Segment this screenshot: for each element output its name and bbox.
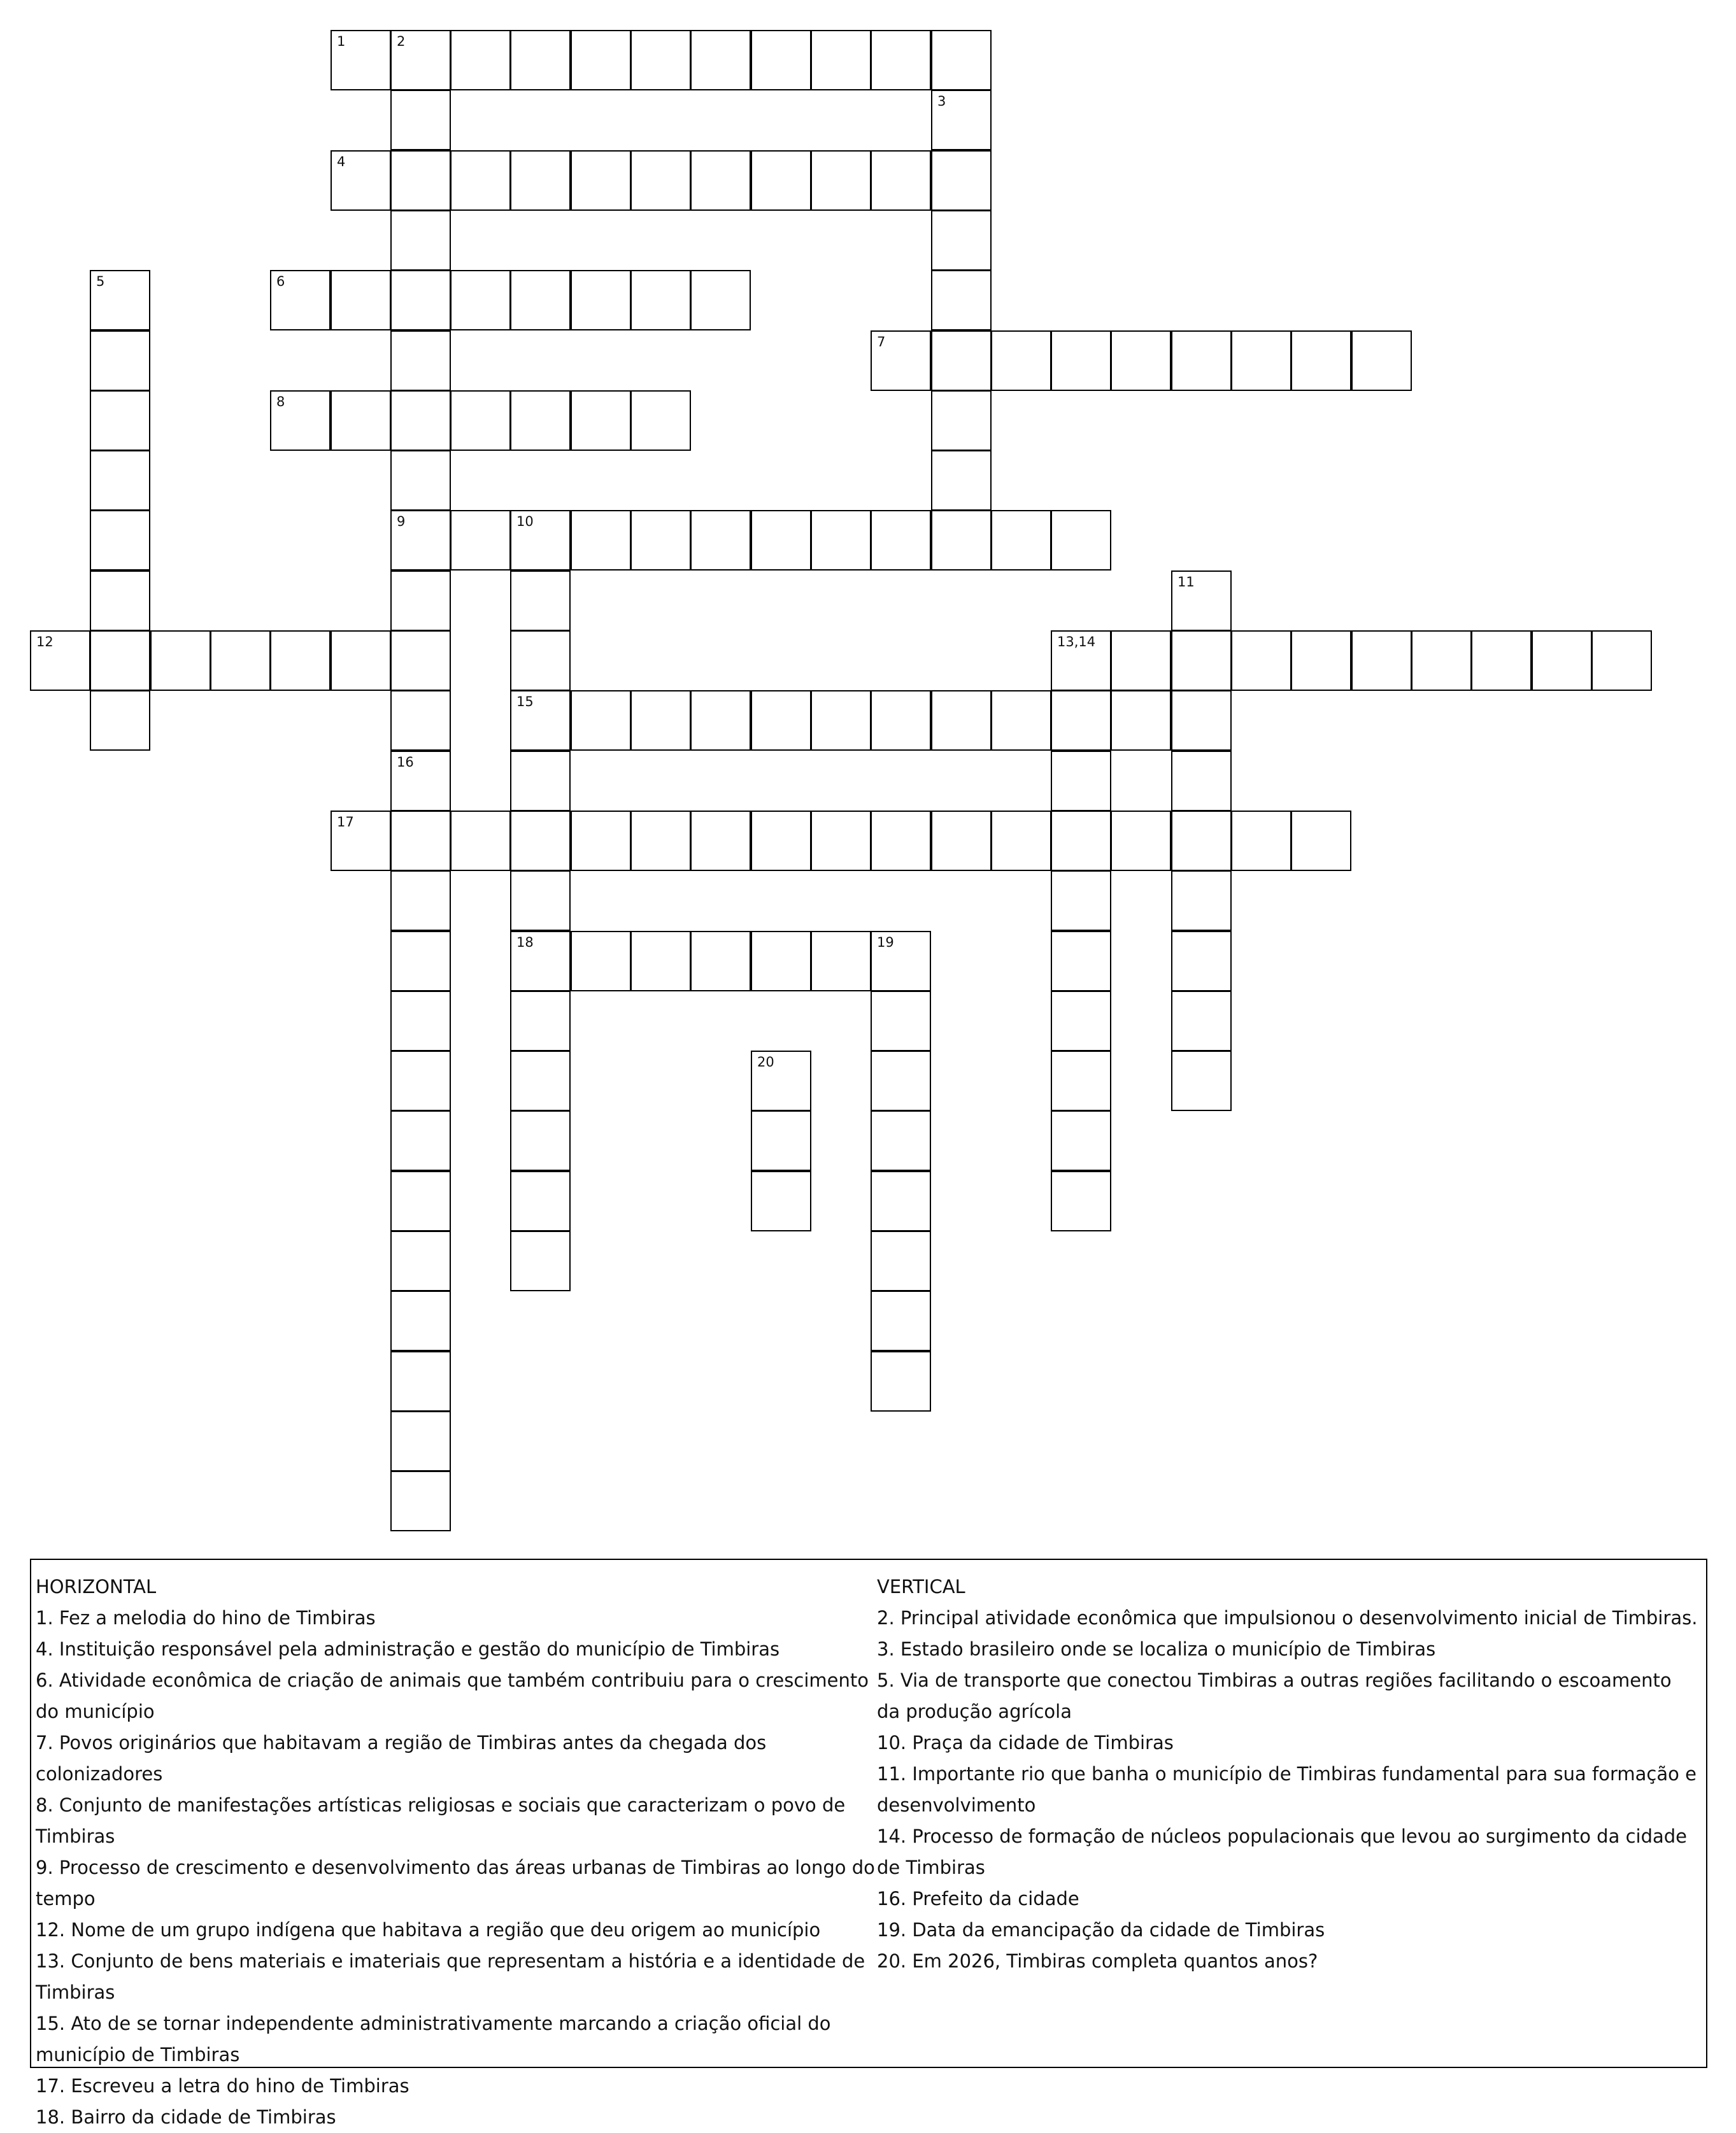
grid-cell[interactable]	[571, 811, 631, 871]
clue-number: 5	[96, 274, 105, 289]
grid-cell[interactable]	[690, 690, 751, 751]
grid-cell[interactable]	[630, 270, 691, 330]
grid-cell[interactable]	[571, 150, 631, 211]
grid-cell[interactable]	[1171, 630, 1232, 691]
grid-cell[interactable]	[1051, 1110, 1111, 1171]
grid-cell[interactable]	[690, 150, 751, 211]
grid-cell[interactable]	[1051, 870, 1111, 931]
clue-h-15: 15. Ato de se tornar independente administrativamente marcando a criação oficial do município de Timbiras	[36, 2013, 831, 2066]
grid-cell[interactable]	[1111, 330, 1171, 391]
grid-cell[interactable]	[690, 30, 751, 90]
grid-cell[interactable]	[150, 630, 211, 691]
grid-cell[interactable]	[510, 270, 571, 330]
clue-h-9: 9. Processo de crescimento e desenvolvimento das áreas urbanas de Timbiras ao longo do tempo	[36, 1857, 875, 1910]
grid-cell[interactable]	[931, 90, 992, 150]
clue-number: 20	[757, 1054, 774, 1070]
grid-cell[interactable]	[450, 510, 511, 570]
grid-cell[interactable]	[751, 690, 811, 751]
grid-cell[interactable]	[331, 150, 391, 211]
grid-cell[interactable]	[1231, 811, 1291, 871]
grid-cell[interactable]	[390, 991, 451, 1051]
grid-cell[interactable]	[571, 30, 631, 90]
grid-cell[interactable]	[390, 330, 451, 391]
grid-cell[interactable]	[90, 270, 150, 330]
grid-cell[interactable]	[510, 1171, 571, 1231]
grid-cell[interactable]	[751, 30, 811, 90]
grid-cell[interactable]	[90, 390, 150, 451]
clue-number: 1	[337, 34, 346, 49]
grid-cell[interactable]	[1051, 1171, 1111, 1231]
grid-cell[interactable]	[390, 630, 451, 691]
grid-cell[interactable]	[331, 30, 391, 90]
grid-cell[interactable]	[630, 30, 691, 90]
grid-cell[interactable]	[390, 90, 451, 150]
grid-cell[interactable]	[751, 931, 811, 991]
grid-cell[interactable]	[630, 931, 691, 991]
grid-cell[interactable]	[871, 1171, 931, 1231]
grid-cell[interactable]	[510, 630, 571, 691]
clue-v-19: 19. Data da emancipação da cidade de Timbiras	[877, 1919, 1325, 1941]
clue-number: 18	[516, 935, 534, 950]
grid-cell[interactable]	[90, 630, 150, 691]
grid-cell[interactable]	[331, 811, 391, 871]
grid-cell[interactable]	[390, 210, 451, 271]
grid-cell[interactable]	[510, 390, 571, 451]
grid-cell[interactable]	[811, 150, 871, 211]
clue-h-18: 18. Bairro da cidade de Timbiras	[36, 2106, 336, 2128]
clue-v-11: 11. Importante rio que banha o município de Timbiras fundamental para sua formação e desenvolvimento	[877, 1763, 1697, 1816]
grid-cell[interactable]	[270, 270, 331, 330]
grid-cell[interactable]	[991, 811, 1051, 871]
grid-cell[interactable]	[931, 450, 992, 511]
grid-cell[interactable]	[390, 1411, 451, 1471]
grid-cell[interactable]	[630, 510, 691, 570]
grid-cell[interactable]	[991, 690, 1051, 751]
clue-number: 6	[276, 274, 285, 289]
grid-cell[interactable]	[871, 30, 931, 90]
grid-cell[interactable]	[1351, 630, 1412, 691]
grid-cell[interactable]	[510, 30, 571, 90]
grid-cell[interactable]	[90, 510, 150, 570]
clue-v-10: 10. Praça da cidade de Timbiras	[877, 1732, 1174, 1754]
grid-cell[interactable]	[390, 510, 451, 570]
clue-v-5: 5. Via de transporte que conectou Timbiras a outras regiões facilitando o escoamento da produção agrícola	[877, 1669, 1672, 1722]
grid-cell[interactable]	[931, 690, 992, 751]
grid-cell[interactable]	[871, 991, 931, 1051]
grid-cell[interactable]	[390, 1471, 451, 1531]
grid-cell[interactable]	[871, 811, 931, 871]
grid-cell[interactable]	[90, 450, 150, 511]
grid-cell[interactable]	[1051, 330, 1111, 391]
grid-cell[interactable]	[1051, 690, 1111, 751]
grid-cell[interactable]	[1051, 811, 1111, 871]
grid-cell[interactable]	[1591, 630, 1652, 691]
grid-cell[interactable]	[510, 1110, 571, 1171]
grid-cell[interactable]	[991, 510, 1051, 570]
grid-cell[interactable]	[571, 690, 631, 751]
grid-cell[interactable]	[1051, 931, 1111, 991]
grid-cell[interactable]	[571, 510, 631, 570]
grid-cell[interactable]	[30, 630, 90, 691]
clue-h-17: 17. Escreveu a letra do hino de Timbiras	[36, 2075, 409, 2097]
grid-cell[interactable]	[1231, 630, 1291, 691]
grid-cell[interactable]	[931, 30, 992, 90]
grid-cell[interactable]	[690, 270, 751, 330]
clue-number: 3	[937, 94, 946, 109]
clue-number: 12	[36, 634, 53, 649]
grid-cell[interactable]	[510, 150, 571, 211]
grid-cell[interactable]	[630, 150, 691, 211]
grid-cell[interactable]	[390, 1051, 451, 1111]
grid-cell[interactable]	[210, 630, 271, 691]
grid-cell[interactable]	[751, 811, 811, 871]
grid-cell[interactable]	[390, 450, 451, 511]
grid-cell[interactable]	[871, 150, 931, 211]
clue-h-6: 6. Atividade econômica de criação de animais que também contribuiu para o crescimento do município	[36, 1669, 869, 1722]
grid-cell[interactable]	[270, 390, 331, 451]
grid-cell[interactable]	[510, 931, 571, 991]
clue-number: 11	[1177, 574, 1195, 590]
grid-cell[interactable]	[1171, 330, 1232, 391]
clue-number: 8	[276, 394, 285, 409]
clue-h-13: 13. Conjunto de bens materiais e imateriais que representam a história e a identidade de Timbiras	[36, 1950, 865, 2003]
grid-cell[interactable]	[1291, 630, 1351, 691]
grid-cell[interactable]	[1051, 751, 1111, 811]
grid-cell[interactable]	[991, 330, 1051, 391]
grid-cell[interactable]	[510, 690, 571, 751]
grid-cell[interactable]	[630, 690, 691, 751]
grid-cell[interactable]	[871, 1051, 931, 1111]
grid-cell[interactable]	[1111, 630, 1171, 691]
grid-cell[interactable]	[1171, 870, 1232, 931]
grid-cell[interactable]	[1111, 690, 1171, 751]
grid-cell[interactable]	[1231, 330, 1291, 391]
grid-cell[interactable]	[1171, 811, 1232, 871]
grid-cell[interactable]	[390, 931, 451, 991]
grid-cell[interactable]	[390, 30, 451, 90]
grid-cell[interactable]	[450, 30, 511, 90]
grid-cell[interactable]	[390, 1351, 451, 1412]
grid-cell[interactable]	[510, 811, 571, 871]
grid-cell[interactable]	[751, 1051, 811, 1111]
grid-cell[interactable]	[390, 1231, 451, 1291]
grid-cell[interactable]	[931, 270, 992, 330]
clue-number: 9	[397, 514, 406, 529]
clue-h-1: 1. Fez a melodia do hino de Timbiras	[36, 1607, 376, 1629]
grid-cell[interactable]	[1351, 330, 1412, 391]
grid-cell[interactable]	[871, 690, 931, 751]
grid-cell[interactable]	[390, 870, 451, 931]
grid-cell[interactable]	[450, 150, 511, 211]
grid-cell[interactable]	[1171, 931, 1232, 991]
clue-v-16: 16. Prefeito da cidade	[877, 1888, 1079, 1910]
grid-cell[interactable]	[751, 1110, 811, 1171]
grid-cell[interactable]	[390, 570, 451, 631]
clue-number: 4	[337, 154, 346, 169]
grid-cell[interactable]	[450, 811, 511, 871]
grid-cell[interactable]	[690, 510, 751, 570]
grid-cell[interactable]	[270, 630, 331, 691]
grid-cell[interactable]	[390, 1171, 451, 1231]
grid-cell[interactable]	[1111, 811, 1171, 871]
grid-cell[interactable]	[811, 931, 871, 991]
clue-h-4: 4. Instituição responsável pela administração e gestão do município de Timbiras	[36, 1638, 780, 1660]
grid-cell[interactable]	[630, 390, 691, 451]
grid-cell[interactable]	[871, 510, 931, 570]
grid-cell[interactable]	[571, 931, 631, 991]
grid-cell[interactable]	[1171, 751, 1232, 811]
grid-cell[interactable]	[751, 150, 811, 211]
grid-cell[interactable]	[751, 1171, 811, 1231]
horizontal-heading: HORIZONTAL	[36, 1576, 157, 1598]
clues-panel	[30, 1559, 1707, 2128]
grid-cell[interactable]	[1171, 690, 1232, 751]
grid-cell[interactable]	[390, 150, 451, 211]
grid-cell[interactable]	[931, 390, 992, 451]
grid-cell[interactable]	[390, 1291, 451, 1351]
grid-cell[interactable]	[90, 690, 150, 751]
grid-cell[interactable]	[630, 811, 691, 871]
grid-cell[interactable]	[331, 630, 391, 691]
grid-cell[interactable]	[510, 570, 571, 631]
grid-cell[interactable]	[931, 811, 992, 871]
grid-cell[interactable]	[390, 1110, 451, 1171]
grid-cell[interactable]	[390, 811, 451, 871]
grid-cell[interactable]	[931, 150, 992, 211]
grid-cell[interactable]	[571, 390, 631, 451]
grid-cell[interactable]	[811, 510, 871, 570]
grid-cell[interactable]	[1051, 630, 1111, 691]
vertical-heading: VERTICAL	[877, 1576, 965, 1598]
grid-cell[interactable]	[690, 931, 751, 991]
grid-cell[interactable]	[871, 1351, 931, 1412]
grid-cell[interactable]	[1532, 630, 1592, 691]
grid-cell[interactable]	[510, 1231, 571, 1291]
grid-cell[interactable]	[1171, 570, 1232, 631]
grid-cell[interactable]	[811, 811, 871, 871]
grid-cell[interactable]	[510, 991, 571, 1051]
grid-cell[interactable]	[331, 390, 391, 451]
grid-cell[interactable]	[510, 751, 571, 811]
grid-cell[interactable]	[871, 1110, 931, 1171]
grid-cell[interactable]	[1051, 510, 1111, 570]
grid-cell[interactable]	[871, 330, 931, 391]
clue-number: 17	[337, 814, 354, 830]
grid-cell[interactable]	[450, 390, 511, 451]
grid-cell[interactable]	[811, 30, 871, 90]
grid-cell[interactable]	[871, 1291, 931, 1351]
grid-cell[interactable]	[1051, 1051, 1111, 1111]
grid-cell[interactable]	[390, 690, 451, 751]
clue-number: 10	[516, 514, 534, 529]
grid-cell[interactable]	[811, 690, 871, 751]
grid-cell[interactable]	[510, 870, 571, 931]
clue-number: 7	[877, 334, 886, 350]
clue-number: 13,14	[1057, 634, 1096, 649]
grid-cell[interactable]	[1291, 330, 1351, 391]
grid-cell[interactable]	[1171, 991, 1232, 1051]
clue-v-20: 20. Em 2026, Timbiras completa quantos anos?	[877, 1950, 1318, 1972]
clue-v-14: 14. Processo de formação de núcleos populacionais que levou ao surgimento da cidade de Timbiras	[877, 1825, 1688, 1878]
grid-cell[interactable]	[751, 510, 811, 570]
clue-number: 2	[397, 34, 406, 49]
grid-cell[interactable]	[690, 811, 751, 871]
grid-cell[interactable]	[450, 270, 511, 330]
grid-cell[interactable]	[931, 330, 992, 391]
vertical-clues	[877, 1571, 1698, 1977]
grid-cell[interactable]	[571, 270, 631, 330]
grid-cell[interactable]	[931, 510, 992, 570]
grid-cell[interactable]	[1051, 991, 1111, 1051]
grid-cell[interactable]	[871, 1231, 931, 1291]
clue-v-2: 2. Principal atividade econômica que impulsionou o desenvolvimento inicial de Timbiras.	[877, 1607, 1698, 1629]
grid-cell[interactable]	[331, 270, 391, 330]
grid-cell[interactable]	[390, 390, 451, 451]
clue-h-7: 7. Povos originários que habitavam a região de Timbiras antes da chegada dos colonizadores	[36, 1732, 767, 1785]
clue-number: 19	[877, 935, 894, 950]
grid-cell[interactable]	[1471, 630, 1532, 691]
grid-cell[interactable]	[931, 210, 992, 271]
clue-h-8: 8. Conjunto de manifestações artísticas religiosas e sociais que caracterizam o povo de Timbiras	[36, 1794, 846, 1847]
grid-cell[interactable]	[510, 1051, 571, 1111]
grid-cell[interactable]	[1291, 811, 1351, 871]
clue-number: 15	[516, 694, 534, 709]
clue-v-3: 3. Estado brasileiro onde se localiza o município de Timbiras	[877, 1638, 1436, 1660]
horizontal-clues	[36, 1571, 876, 2133]
grid-cell[interactable]	[90, 570, 150, 631]
grid-cell[interactable]	[90, 330, 150, 391]
grid-cell[interactable]	[390, 751, 451, 811]
grid-cell[interactable]	[871, 931, 931, 991]
clue-number: 16	[397, 755, 414, 770]
grid-cell[interactable]	[510, 510, 571, 570]
grid-cell[interactable]	[1171, 1051, 1232, 1111]
grid-cell[interactable]	[1411, 630, 1472, 691]
clue-h-12: 12. Nome de um grupo indígena que habitava a região que deu origem ao município	[36, 1919, 821, 1941]
grid-cell[interactable]	[390, 270, 451, 330]
